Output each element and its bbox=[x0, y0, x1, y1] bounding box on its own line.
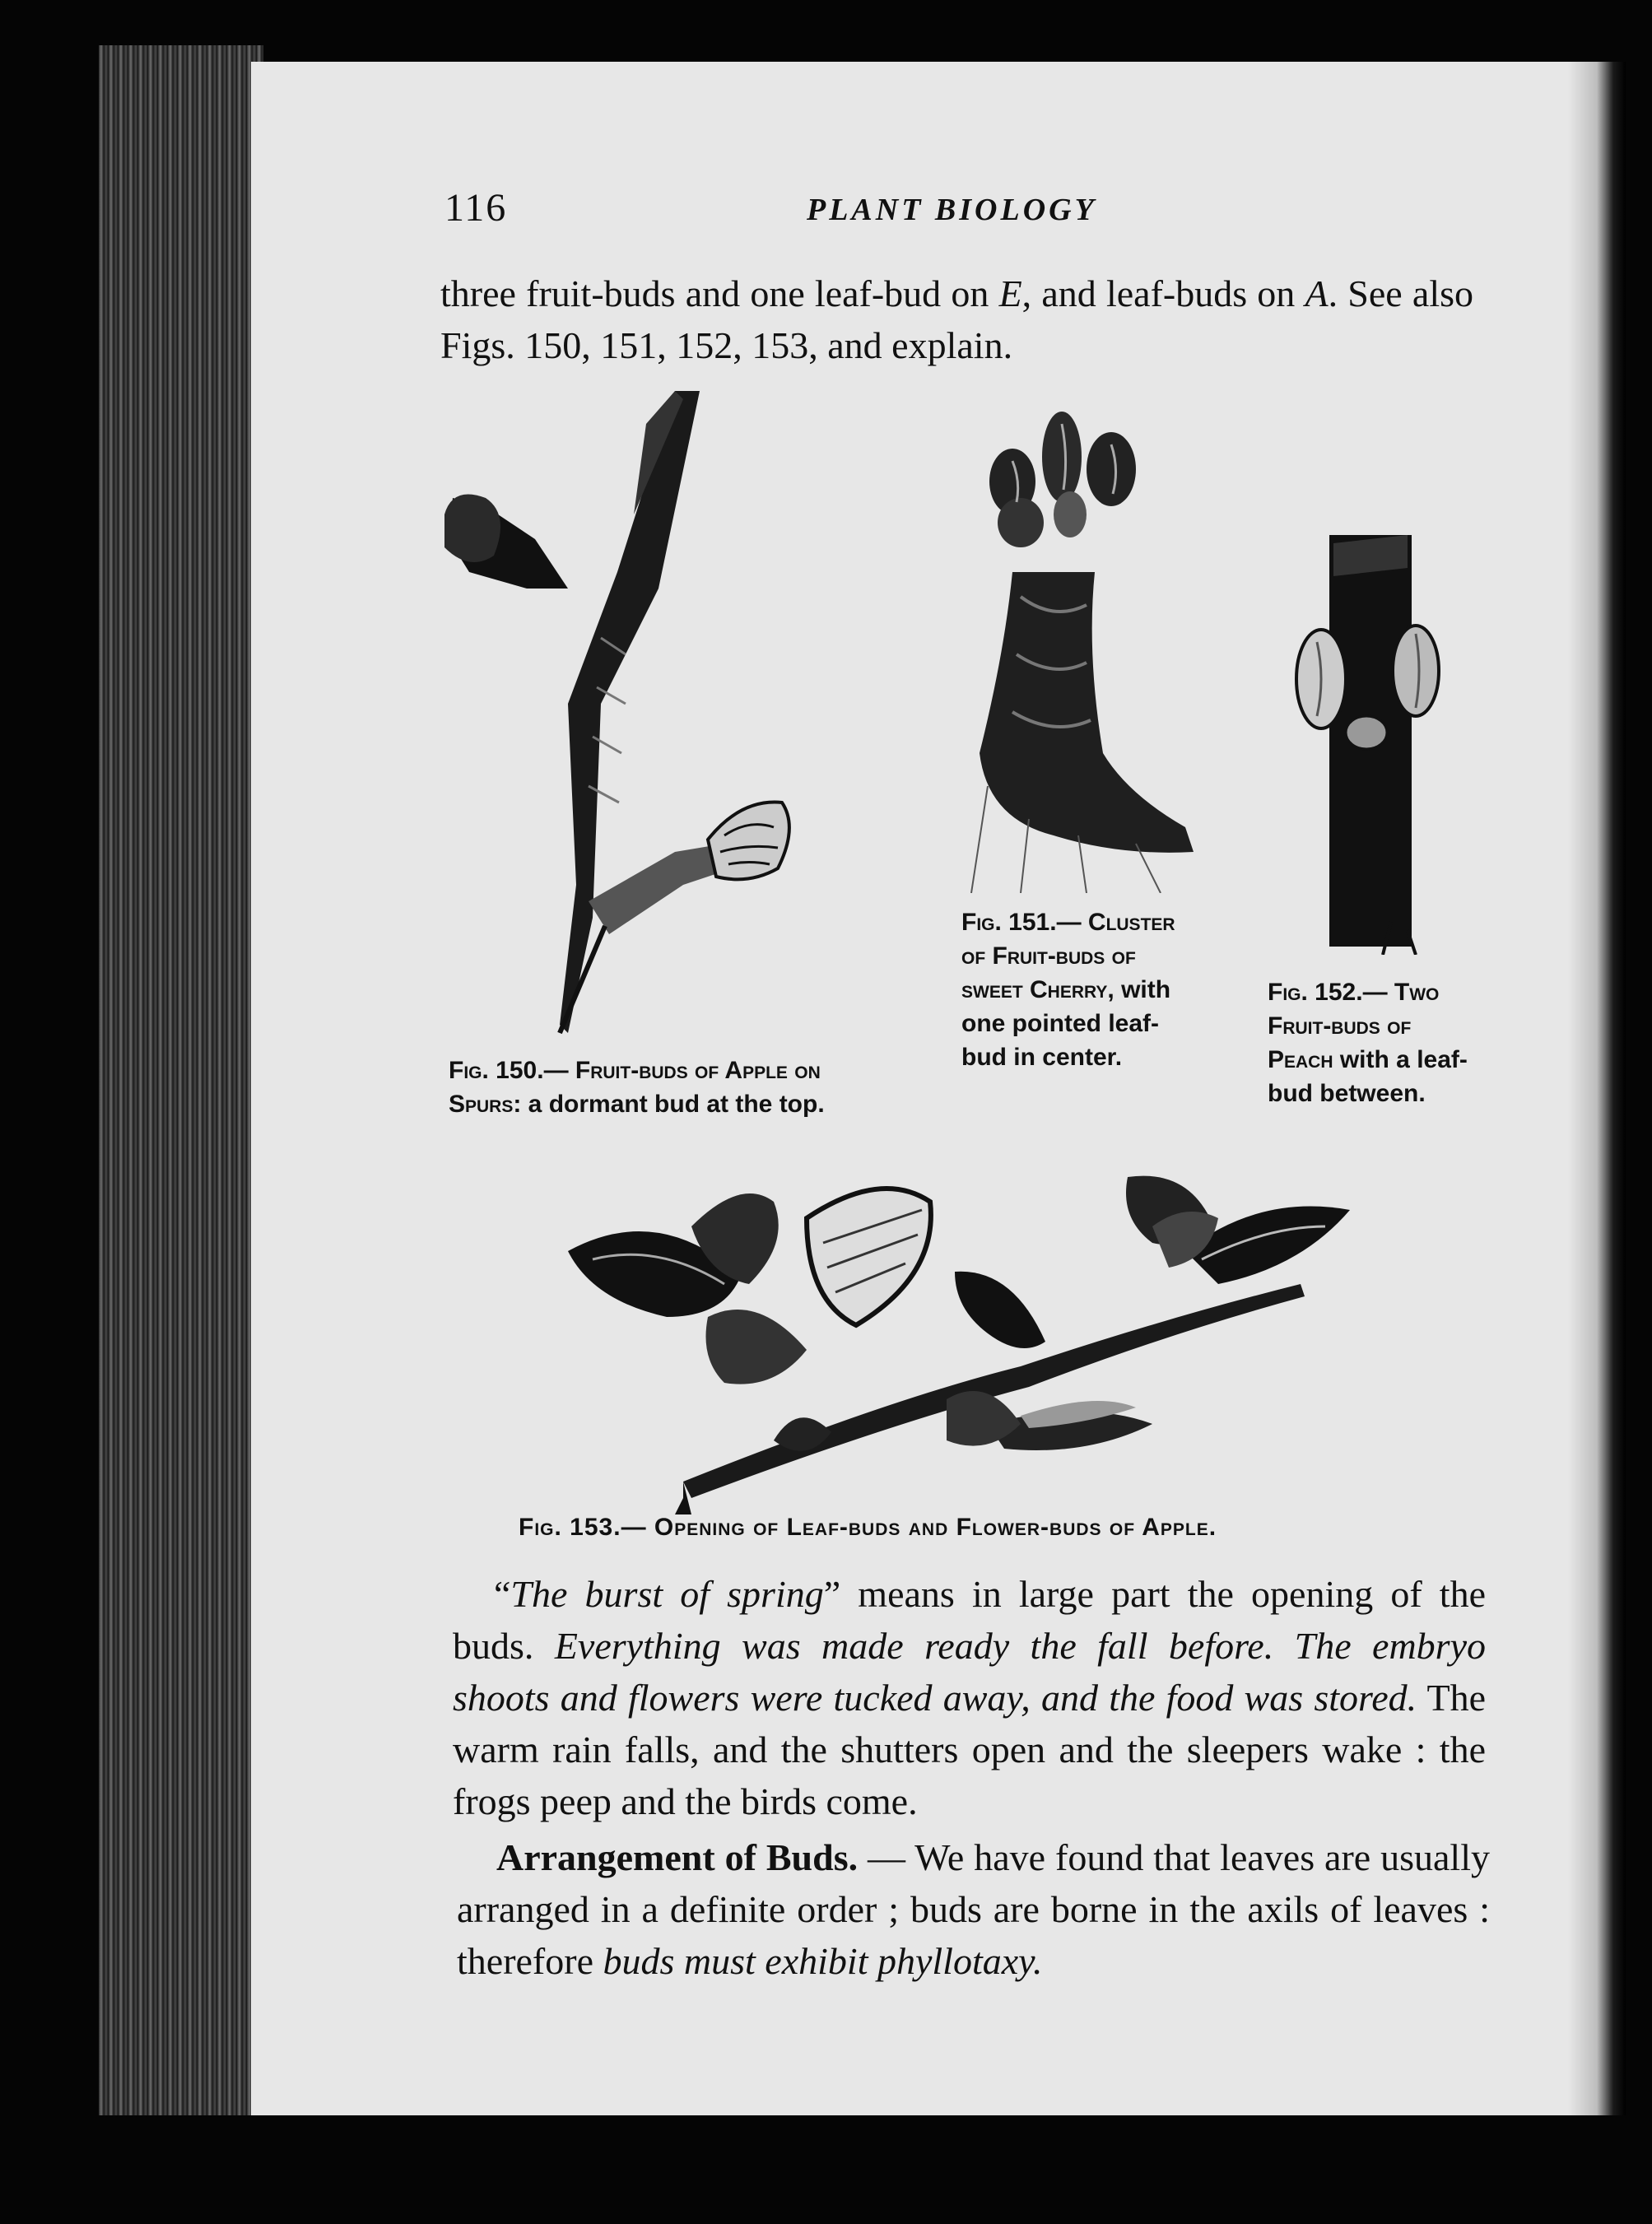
paragraph-burst-of-spring bbox=[453, 1568, 1486, 1827]
arrangement-text-a: — We have found that leaves are usually arranged in a definite order ; buds are borne in the axils of leaves : therefore bbox=[457, 1836, 1490, 1982]
intro-paragraph bbox=[440, 268, 1473, 371]
page-header bbox=[444, 185, 1473, 235]
spring-quote-close: ” bbox=[823, 1573, 841, 1615]
page-right-edge bbox=[1568, 62, 1626, 2115]
caption-150-title: — Fruit-buds of Apple on Spurs bbox=[449, 1057, 821, 1118]
caption-fig-153 bbox=[519, 1510, 1424, 1544]
spring-text-a: means in large part the opening of the buds. bbox=[453, 1573, 1486, 1667]
running-head: PLANT BIOLOGY bbox=[807, 193, 1097, 227]
page-number: 116 bbox=[444, 186, 508, 230]
caption-150-label: Fig. 150. bbox=[449, 1057, 544, 1084]
paragraph-arrangement-of-buds bbox=[457, 1831, 1490, 1987]
caption-152-title: — Two Fruit-buds of Peach bbox=[1268, 979, 1440, 1073]
caption-151-rest: , with one pointed leaf-bud in center. bbox=[961, 976, 1171, 1071]
caption-152-rest: with a leaf-bud between. bbox=[1268, 1046, 1468, 1107]
figure-152-illustration bbox=[1292, 535, 1440, 955]
caption-152-label: Fig. 152. bbox=[1268, 979, 1363, 1006]
caption-153-label: Fig. 153. bbox=[519, 1514, 621, 1541]
spring-text-c: The warm rain falls, and the shutters open and the sleepers wake : the frogs peep and the birds come. bbox=[453, 1677, 1487, 1822]
spring-italic-quote: The burst of spring bbox=[510, 1573, 824, 1615]
figure-151-illustration bbox=[955, 407, 1202, 893]
intro-text-c: . See also Figs. 150, 151, 152, 153, and explain. bbox=[440, 272, 1473, 366]
intro-text-b: , and leaf-buds on bbox=[1021, 272, 1305, 314]
caption-150-rest: : a dormant bud at the top. bbox=[513, 1091, 825, 1118]
arrangement-heading: Arrangement of Buds. bbox=[496, 1836, 859, 1878]
figure-153-illustration bbox=[560, 1152, 1366, 1514]
spring-quote-open: “ bbox=[494, 1573, 511, 1615]
caption-fig-152 bbox=[1268, 975, 1482, 1110]
intro-text-a: three fruit-buds and one leaf-bud on bbox=[440, 272, 999, 314]
figure-150-illustration bbox=[436, 391, 897, 1049]
intro-var-e: E bbox=[998, 272, 1022, 314]
caption-fig-151 bbox=[961, 905, 1196, 1074]
caption-151-title: — Cluster of Fruit-buds of sweet Cherry bbox=[961, 909, 1175, 1003]
arrangement-italic-b: buds must exhibit phyllotaxy. bbox=[603, 1940, 1043, 1982]
spring-italic-b: Everything was made ready the fall before. The embryo shoots and flowers were tucked away, and the food was stored. bbox=[453, 1625, 1486, 1719]
book-spine-edge bbox=[99, 45, 263, 2115]
caption-fig-150 bbox=[449, 1054, 893, 1121]
caption-151-label: Fig. 151. bbox=[961, 909, 1057, 936]
scan-bottom-border bbox=[0, 2115, 1652, 2224]
intro-var-a: A bbox=[1305, 272, 1329, 314]
caption-153-title: — Opening of Leaf-buds and Flower-buds of Apple. bbox=[621, 1514, 1217, 1541]
